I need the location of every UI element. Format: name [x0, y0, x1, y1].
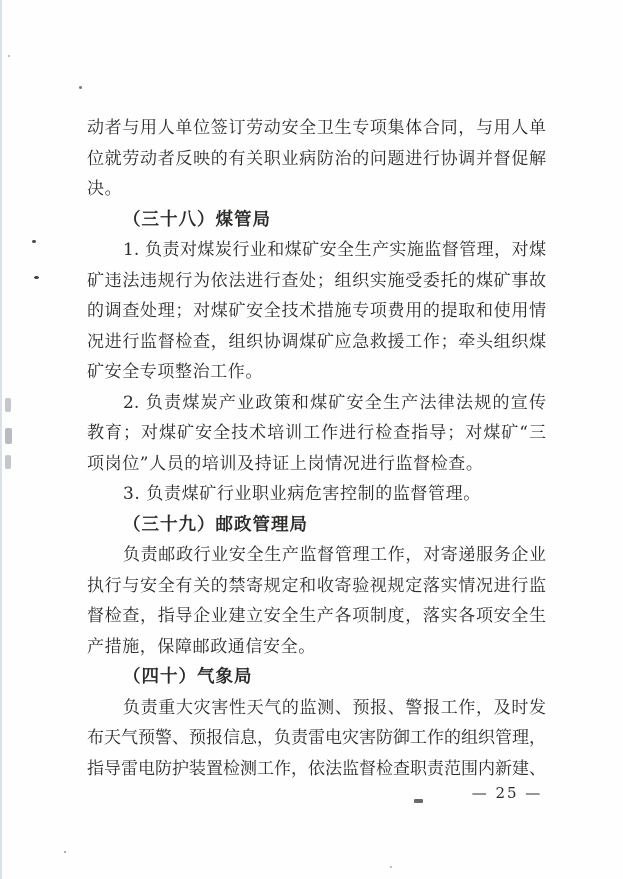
- scan-speck: [8, 55, 10, 57]
- section-heading: （三十八）煤管局: [123, 209, 271, 230]
- text-line: 矿违法违规行为依法进行查处；组织实施受委托的煤矿事故: [87, 270, 546, 291]
- scan-speck: [390, 866, 392, 868]
- text-line: 3. 负责煤矿行业职业病危害控制的监督管理。: [123, 484, 481, 504]
- text-line: 负责重大灾害性天气的监测、预报、警报工作，及时发: [123, 697, 546, 718]
- text-line: 1. 负责对煤炭行业和煤矿安全生产实施监督管理，对煤: [123, 240, 546, 260]
- text-line: 况进行监督检查，组织协调煤矿应急救援工作；牵头组织煤: [87, 331, 546, 352]
- text-line: 督检查，指导企业建立安全生产各项制度，落实各项安全生: [87, 606, 546, 626]
- scan-smudge: [5, 398, 11, 412]
- text-line: 动者与用人单位签订劳动安全卫生专项集体合同，与用人单: [87, 118, 546, 138]
- text-line: 负责邮政行业安全生产监督管理工作，对寄递服务企业: [123, 545, 546, 565]
- text-line: 执行与安全有关的禁寄规定和收寄验视规定落实情况进行监: [87, 575, 546, 596]
- text-line: 项岗位”人员的培训及持证上岗情况进行监督检查。: [87, 453, 484, 474]
- text-line: 教育；对煤矿安全技术培训工作进行检查指导；对煤矿“三: [87, 423, 546, 443]
- scan-speck: [64, 851, 66, 853]
- scan-speck: [34, 276, 39, 279]
- scan-smudge: [5, 428, 12, 444]
- scan-smudge: [5, 455, 11, 469]
- page-number: — 25 —: [471, 784, 543, 802]
- section-heading: （三十九）邮政管理局: [123, 514, 308, 535]
- text-line: 位就劳动者反映的有关职业病防治的问题进行协调并督促解: [87, 148, 546, 169]
- text-line: 布天气预警、预报信息，负责雷电灾害防御工作的组织管理，: [87, 728, 546, 748]
- text-line: 指导雷电防护装置检测工作，依法监督检查职责范围内新建、: [87, 758, 546, 779]
- section-heading: （四十）气象局: [123, 667, 253, 687]
- scan-speck: [414, 799, 423, 803]
- text-line: 决。: [87, 179, 123, 199]
- text-line: 的调查处理；对煤矿安全技术措施专项费用的提取和使用情: [87, 301, 546, 321]
- scan-edge-strip: [0, 0, 2, 879]
- text-line: 2. 负责煤炭产业政策和煤矿安全生产法律法规的宣传: [123, 392, 546, 413]
- text-line: 产措施，保障邮政通信安全。: [87, 636, 316, 657]
- document-body: [87, 113, 546, 784]
- scan-speck: [32, 240, 36, 243]
- scan-speck: [79, 86, 82, 89]
- text-line: 矿安全专项整治工作。: [87, 362, 263, 382]
